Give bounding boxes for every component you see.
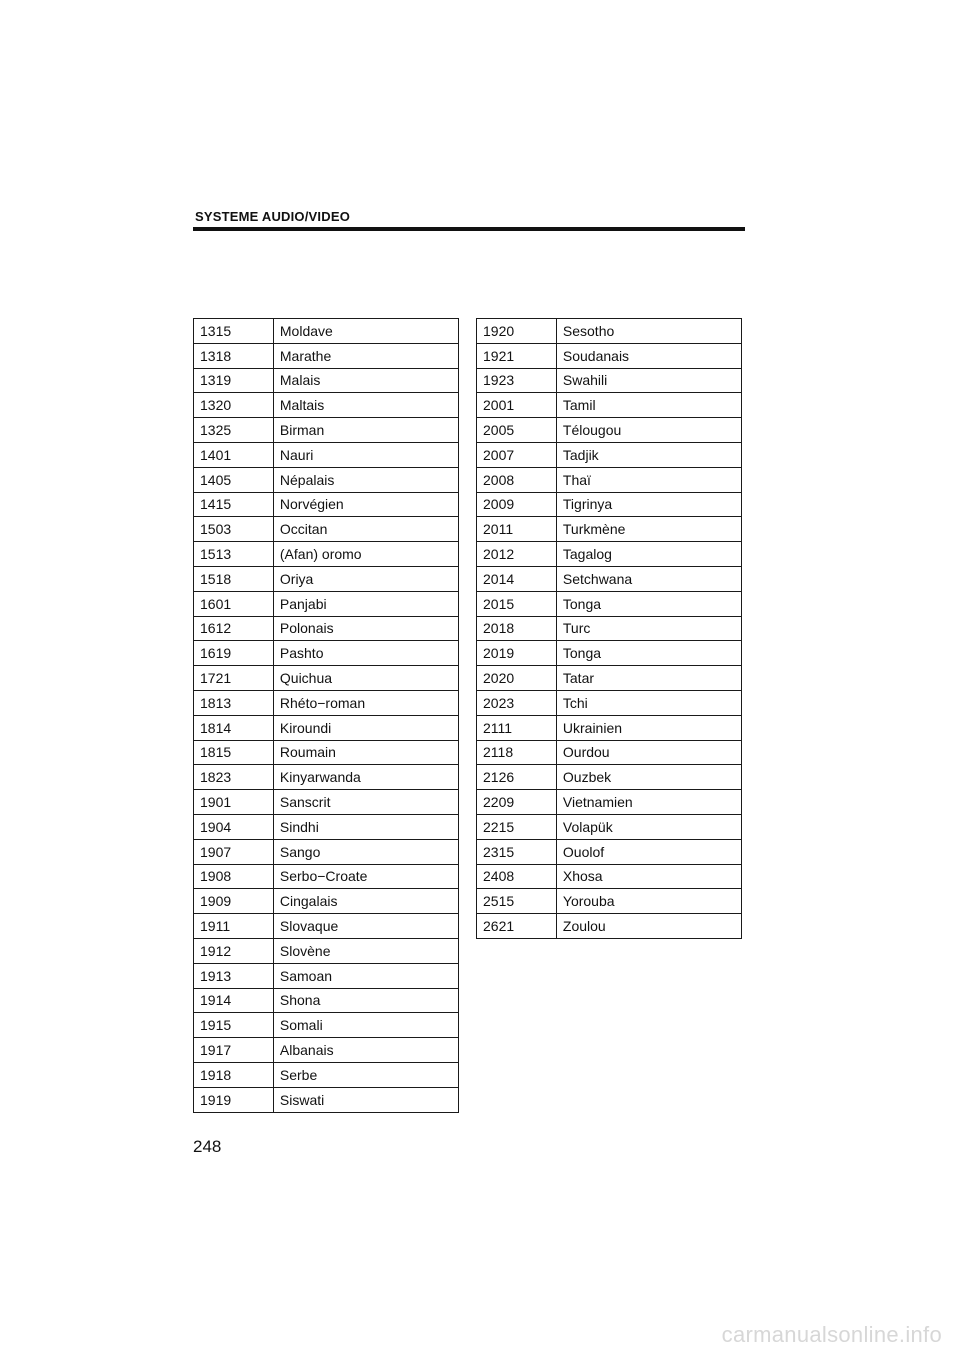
table-row [477, 839, 742, 864]
language-code-cell: 2015 [477, 591, 557, 616]
table-row [477, 889, 742, 914]
language-name-cell: Roumain [273, 740, 458, 765]
table-row [477, 467, 742, 492]
language-name-cell: Kiroundi [273, 715, 458, 740]
table-row [194, 740, 459, 765]
table-row [194, 889, 459, 914]
language-name-cell: Birman [273, 418, 458, 443]
language-name-cell: Nauri [273, 442, 458, 467]
table-row [477, 690, 742, 715]
table-row [194, 591, 459, 616]
language-name-cell: Thaï [556, 467, 741, 492]
table-row [194, 790, 459, 815]
table-row [477, 343, 742, 368]
language-name-cell: Pashto [273, 641, 458, 666]
language-code-cell: 2018 [477, 616, 557, 641]
language-code-cell: 1908 [194, 864, 274, 889]
language-code-cell: 2011 [477, 517, 557, 542]
language-name-cell: Volapük [556, 814, 741, 839]
language-code-table-right [476, 318, 742, 939]
language-code-cell: 2023 [477, 690, 557, 715]
language-name-cell: Quichua [273, 666, 458, 691]
table-row [194, 319, 459, 344]
table-row [194, 393, 459, 418]
language-code-cell: 2515 [477, 889, 557, 914]
language-code-cell: 1513 [194, 542, 274, 567]
table-row [194, 343, 459, 368]
language-code-cell: 2009 [477, 492, 557, 517]
language-name-cell: Ouzbek [556, 765, 741, 790]
language-name-cell: Moldave [273, 319, 458, 344]
language-code-cell: 2408 [477, 864, 557, 889]
language-code-cell: 2007 [477, 442, 557, 467]
table-row [194, 839, 459, 864]
page-number: 248 [193, 1137, 222, 1156]
language-code-cell: 1503 [194, 517, 274, 542]
language-code-cell: 2001 [477, 393, 557, 418]
language-name-cell: Tamil [556, 393, 741, 418]
language-name-cell: Népalais [273, 467, 458, 492]
language-name-cell: Sanscrit [273, 790, 458, 815]
language-name-cell: Serbe [273, 1062, 458, 1087]
language-code-cell: 1923 [477, 368, 557, 393]
table-row [194, 715, 459, 740]
language-code-cell: 2126 [477, 765, 557, 790]
table-row [477, 517, 742, 542]
language-name-cell: Tagalog [556, 542, 741, 567]
language-code-cell: 1815 [194, 740, 274, 765]
table-row [194, 988, 459, 1013]
language-name-cell: Rhéto−roman [273, 690, 458, 715]
language-code-cell: 1904 [194, 814, 274, 839]
language-name-cell: Sesotho [556, 319, 741, 344]
language-name-cell: Turc [556, 616, 741, 641]
table-row [194, 492, 459, 517]
language-name-cell: Tonga [556, 641, 741, 666]
table-row [194, 938, 459, 963]
language-code-cell: 2315 [477, 839, 557, 864]
table-row [194, 666, 459, 691]
table-row [194, 1013, 459, 1038]
language-name-cell: Tigrinya [556, 492, 741, 517]
language-code-cell: 1823 [194, 765, 274, 790]
language-name-cell: Malais [273, 368, 458, 393]
table-row [477, 666, 742, 691]
section-title: SYSTEME AUDIO/VIDEO [195, 209, 351, 224]
table-row [477, 790, 742, 815]
table-row [477, 715, 742, 740]
language-code-cell: 1912 [194, 938, 274, 963]
language-name-cell: Shona [273, 988, 458, 1013]
language-code-cell: 2118 [477, 740, 557, 765]
language-code-cell: 1415 [194, 492, 274, 517]
language-code-table-left [193, 318, 459, 1113]
language-name-cell: Zoulou [556, 914, 741, 939]
language-code-cell: 1320 [194, 393, 274, 418]
language-name-cell: Polonais [273, 616, 458, 641]
table-row [194, 963, 459, 988]
table-body [477, 319, 742, 939]
language-code-cell: 1919 [194, 1087, 274, 1112]
table-row [477, 864, 742, 889]
language-name-cell: Ouolof [556, 839, 741, 864]
language-name-cell: Tonga [556, 591, 741, 616]
language-name-cell: Yorouba [556, 889, 741, 914]
language-name-cell: Télougou [556, 418, 741, 443]
table-row [477, 542, 742, 567]
table-row [477, 368, 742, 393]
language-name-cell: Samoan [273, 963, 458, 988]
table-row [194, 1062, 459, 1087]
table-row [194, 765, 459, 790]
table-row [477, 814, 742, 839]
language-name-cell: Maltais [273, 393, 458, 418]
table-row [477, 616, 742, 641]
language-code-cell: 1813 [194, 690, 274, 715]
language-name-cell: Setchwana [556, 566, 741, 591]
table-row [194, 814, 459, 839]
language-name-cell: Marathe [273, 343, 458, 368]
table-row [194, 914, 459, 939]
language-code-cell: 1909 [194, 889, 274, 914]
table-row [477, 442, 742, 467]
table-row [194, 517, 459, 542]
table-row [477, 914, 742, 939]
language-name-cell: Tadjik [556, 442, 741, 467]
language-code-cell: 1518 [194, 566, 274, 591]
watermark: carmanualsonline.info [721, 1322, 942, 1347]
language-code-cell: 1917 [194, 1038, 274, 1063]
table-row [477, 641, 742, 666]
table-body [194, 319, 459, 1113]
language-name-cell: Xhosa [556, 864, 741, 889]
table-row [194, 467, 459, 492]
language-code-cell: 2111 [477, 715, 557, 740]
language-code-cell: 2209 [477, 790, 557, 815]
language-name-cell: Oriya [273, 566, 458, 591]
language-code-cell: 1921 [477, 343, 557, 368]
language-code-cell: 1401 [194, 442, 274, 467]
language-name-cell: Siswati [273, 1087, 458, 1112]
language-code-cell: 1318 [194, 343, 274, 368]
language-code-cell: 1913 [194, 963, 274, 988]
language-code-cell: 2012 [477, 542, 557, 567]
language-code-cell: 1907 [194, 839, 274, 864]
table-row [477, 418, 742, 443]
language-code-cell: 1612 [194, 616, 274, 641]
language-code-cell: 1911 [194, 914, 274, 939]
language-code-cell: 2621 [477, 914, 557, 939]
language-name-cell: Soudanais [556, 343, 741, 368]
language-name-cell: Somali [273, 1013, 458, 1038]
table-row [477, 566, 742, 591]
table-row [477, 740, 742, 765]
table-row [194, 690, 459, 715]
language-name-cell: Sindhi [273, 814, 458, 839]
language-name-cell: Cingalais [273, 889, 458, 914]
language-name-cell: Slovaque [273, 914, 458, 939]
table-row [477, 393, 742, 418]
language-name-cell: Sango [273, 839, 458, 864]
language-code-cell: 1915 [194, 1013, 274, 1038]
table-row [194, 864, 459, 889]
language-code-cell: 1920 [477, 319, 557, 344]
language-name-cell: Vietnamien [556, 790, 741, 815]
language-code-cell: 1901 [194, 790, 274, 815]
language-name-cell: (Afan) oromo [273, 542, 458, 567]
table-row [477, 591, 742, 616]
table-row [194, 418, 459, 443]
language-code-cell: 1405 [194, 467, 274, 492]
language-name-cell: Slovène [273, 938, 458, 963]
language-code-cell: 1315 [194, 319, 274, 344]
language-code-cell: 1721 [194, 666, 274, 691]
language-name-cell: Kinyarwanda [273, 765, 458, 790]
language-code-cell: 1325 [194, 418, 274, 443]
language-name-cell: Ourdou [556, 740, 741, 765]
language-code-cell: 1918 [194, 1062, 274, 1087]
table-row [194, 368, 459, 393]
language-code-cell: 1601 [194, 591, 274, 616]
table-row [194, 542, 459, 567]
language-name-cell: Ukrainien [556, 715, 741, 740]
table-row [477, 492, 742, 517]
table-row [194, 442, 459, 467]
language-code-cell: 1814 [194, 715, 274, 740]
table-row [194, 616, 459, 641]
header-divider [193, 227, 745, 231]
language-code-cell: 2008 [477, 467, 557, 492]
language-code-cell: 2020 [477, 666, 557, 691]
table-row [194, 1087, 459, 1112]
language-name-cell: Tchi [556, 690, 741, 715]
table-row [194, 566, 459, 591]
table-row [194, 641, 459, 666]
language-code-cell: 1619 [194, 641, 274, 666]
table-row [477, 319, 742, 344]
language-name-cell: Turkmène [556, 517, 741, 542]
language-name-cell: Serbo−Croate [273, 864, 458, 889]
language-code-cell: 2019 [477, 641, 557, 666]
table-row [477, 765, 742, 790]
language-name-cell: Occitan [273, 517, 458, 542]
language-code-cell: 2215 [477, 814, 557, 839]
language-name-cell: Norvégien [273, 492, 458, 517]
table-row [194, 1038, 459, 1063]
language-name-cell: Swahili [556, 368, 741, 393]
language-name-cell: Panjabi [273, 591, 458, 616]
language-name-cell: Tatar [556, 666, 741, 691]
language-code-cell: 2005 [477, 418, 557, 443]
language-code-cell: 2014 [477, 566, 557, 591]
language-code-cell: 1319 [194, 368, 274, 393]
language-code-cell: 1914 [194, 988, 274, 1013]
language-name-cell: Albanais [273, 1038, 458, 1063]
